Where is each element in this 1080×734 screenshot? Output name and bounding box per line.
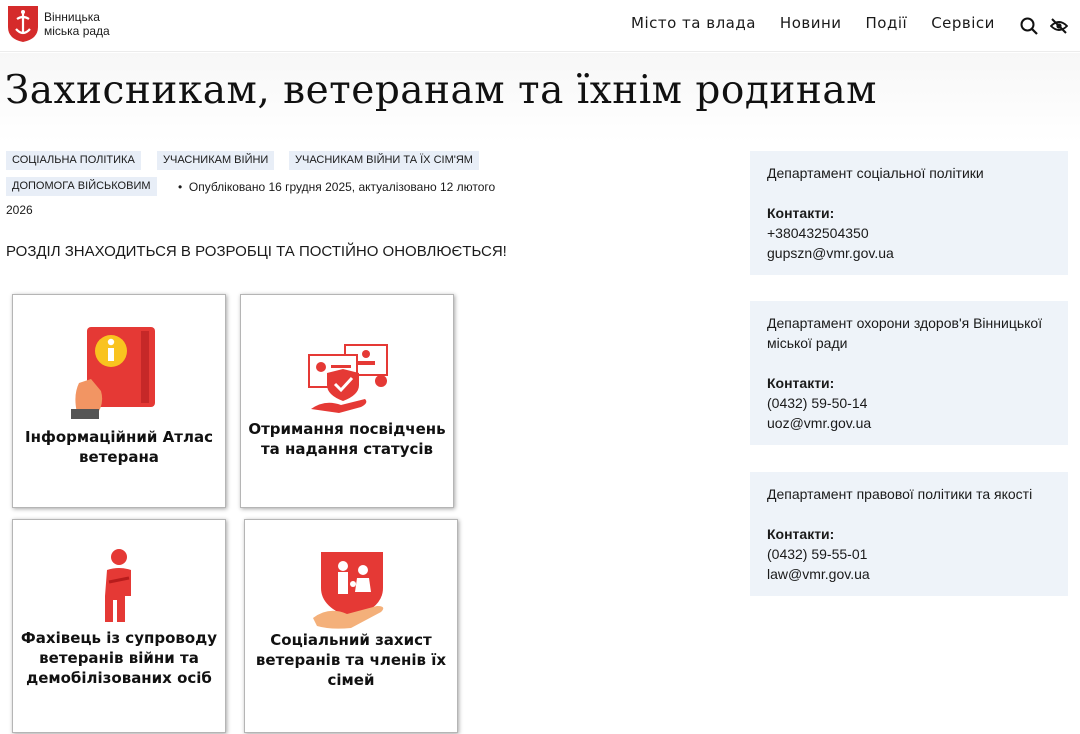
main-nav: [631, 14, 1019, 32]
page-title: Захисникам, ветеранам та їхнім родинам: [5, 68, 877, 113]
logo-line-2: міська рада: [44, 24, 110, 38]
contact-department: Департамент правової політики та якості: [767, 486, 1033, 502]
contact-department: Департамент соціальної політики: [767, 165, 984, 181]
accessibility-eye-slash-icon[interactable]: [1050, 17, 1068, 35]
site-logo[interactable]: [7, 5, 110, 43]
contact-email[interactable]: law@vmr.gov.ua: [767, 566, 870, 582]
card-veteran-specialist[interactable]: [12, 519, 226, 733]
contact-label: Контакти:: [767, 526, 835, 542]
contact-phone[interactable]: (0432) 59-50-14: [767, 395, 868, 411]
tag-social-policy[interactable]: СОЦІАЛЬНА ПОЛІТИКА: [6, 151, 141, 170]
contact-social-policy: [750, 151, 1068, 275]
coat-of-arms-icon: [7, 5, 39, 43]
logo-text: [44, 10, 110, 38]
contact-health: [750, 301, 1068, 445]
card-veteran-atlas[interactable]: [12, 294, 226, 508]
info-card-hand-icon: [69, 325, 169, 421]
search-icon[interactable]: [1020, 17, 1038, 35]
logo-line-1: Вінницька: [44, 10, 100, 24]
nav-item-city[interactable]: Місто та влада: [631, 14, 756, 32]
nav-item-news[interactable]: Новини: [779, 14, 842, 32]
publication-year: 2026: [6, 203, 33, 217]
contact-label: Контакти:: [767, 375, 835, 391]
card-label: Інформаційний Атлас ветерана: [25, 428, 213, 466]
contact-email[interactable]: gupszn@vmr.gov.ua: [767, 245, 894, 261]
contact-legal-policy: [750, 472, 1068, 596]
family-shield-hand-icon: [311, 548, 393, 632]
tag-war-participants[interactable]: УЧАСНИКАМ ВІЙНИ: [157, 151, 274, 170]
site-header: [0, 0, 1080, 52]
card-label: Соціальний захист ветеранів та членів їх сімей: [255, 631, 447, 689]
card-label: Отримання посвідчень та надання статусів: [248, 420, 446, 458]
development-notice: РОЗДІЛ ЗНАХОДИТЬСЯ В РОЗРОБЦІ ТА ПОСТІЙНО ОНОВЛЮЄТЬСЯ!: [6, 243, 507, 260]
contact-phone[interactable]: (0432) 59-55-01: [767, 546, 868, 562]
person-specialist-icon: [99, 548, 139, 624]
tag-military-help[interactable]: ДОПОМОГА ВІЙСЬКОВИМ: [6, 177, 157, 196]
publication-date: [178, 180, 495, 194]
contact-email[interactable]: uoz@vmr.gov.ua: [767, 415, 872, 431]
card-social-protection[interactable]: [244, 519, 458, 733]
nav-item-events[interactable]: Події: [865, 14, 908, 32]
card-label: Фахівець із супроводу ветеранів війни та демобілізованих осіб: [20, 629, 218, 687]
meta-bullet: •: [178, 180, 183, 194]
contact-department: Департамент охорони здоров'я Вінницької міської ради: [767, 315, 1043, 351]
certificates-hand-icon: [305, 343, 393, 415]
published-text: Опубліковано 16 грудня 2025, актуалізовано 12 лютого: [188, 180, 496, 194]
card-certificates-status[interactable]: [240, 294, 454, 508]
tag-war-participants-families[interactable]: УЧАСНИКАМ ВІЙНИ ТА ЇХ СІМ'ЯМ: [289, 151, 479, 170]
nav-item-services[interactable]: Сервіси: [931, 14, 995, 32]
contact-label: Контакти:: [767, 205, 835, 221]
contact-phone[interactable]: +380432504350: [767, 225, 869, 241]
